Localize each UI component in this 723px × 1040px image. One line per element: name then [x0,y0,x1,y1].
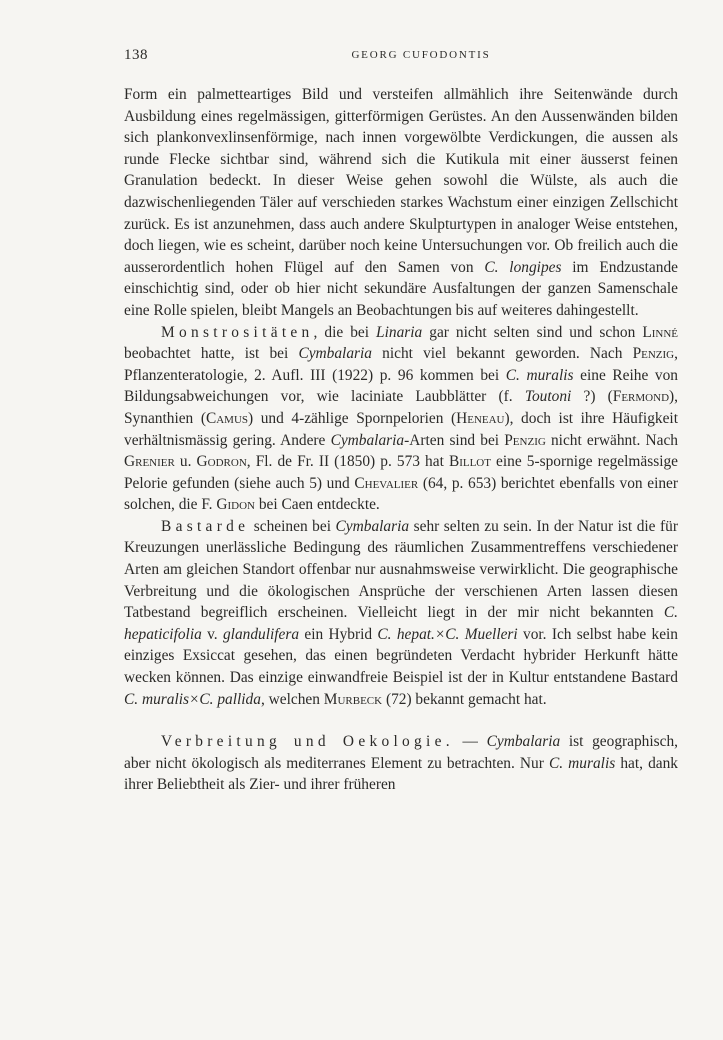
taxon-name: C. longipes [484,258,562,276]
author-name: Camus [205,409,249,427]
paragraph-monstrositaeten: Monstrositäten, die bei Linaria gar nicht selten sind und schon Linné beobachtet hatte, ist bei Cymbalaria nicht viel bekannt geworden. Nach Penzig, Pflanzenteratologie, 2. Aufl. III (1922) p. 96 kommen bei C. muralis eine Reihe von Bildungsabweichungen vor, wie laciniate Laubblätter (f. Toutoni ?) (Fermond), Synanthien (Camus) und 4-zählige Spornpelorien (Heneau), doch ist ihre Häufigkeit verhältnismässig gering. Andere Cymbalaria-Arten sind bei Penzig nicht erwähnt. Nach Grenier u. Godron, Fl. de Fr. II (1850) p. 573 hat Billot eine 5-spornige regelmässige Pelorie gefunden (siehe auch 5) und Chevalier (64, p. 653) berichtet ebenfalls von einer solchen, die F. Gidon bei Caen entdeckte. [124,323,678,514]
author-name: Gidon [216,496,255,514]
paragraph-bastarde: Bastarde scheinen bei Cymbalaria sehr selten zu sein. In der Natur ist die für Kreuzungen unerlässliche Bedingung des räumlichen Zusammentreffens verschiedener Arten am gleichen Standort offenbar nur ausnahmsweise verwirklicht. Die geographische Verbreitung und die ökologischen Ansprüche der verschienen Arten lassen diesen Tatbestand begreiflich erscheinen. Vielleicht liegt in der mir nicht bekannten C. hepaticifolia v. glandulifera ein Hybrid C. hepat.×C. Muelleri vor. Ich selbst habe kein einziges Exsiccat gesehen, das einen begründeten Verdacht hybrider Herkunft hätte wecken können. Das einzige einwandfreie Beispiel ist der in Kultur entstandene Bastard C. muralis×C. pallida, welchen Murbeck (72) bekannt gemacht hat. [124,517,679,708]
page-header [124,47,678,67]
taxon-name: C. muralis [548,754,616,772]
taxon-name: C. hepat.×C. Muelleri [377,625,518,643]
taxon-name: C. muralis [505,366,574,384]
body-text [124,84,678,796]
author-name: Grenier [124,453,175,471]
author-name: Chevalier [354,474,419,492]
author-name: Fermond [612,388,670,406]
author-name: Penzig [632,345,675,363]
taxon-name: C. hepaticifolia [124,604,678,643]
running-head: GEORG CUFODONTIS [351,49,491,61]
author-name: Heneau [456,409,505,427]
section-gap [124,710,678,731]
author-name: Linné [642,323,678,341]
taxon-name: Linaria [376,323,423,341]
section-heading-bastarde: Bastarde [161,517,250,535]
taxon-name: Toutoni [524,388,572,406]
author-name: Godron [196,453,247,471]
section-heading-monstrositaeten: Monstrositäten [161,323,314,341]
paragraph-seed-structure: Form ein palmetteartiges Bild und versteifen allmählich ihre Seitenwände durch Ausbildung eines regelmässigen, gitterförmigen Gerüstes. An den Aussenwänden bilden sich plankonvexlinsenförmige, nach innen vorgewölbte Verdickungen, die aussen als runde Flecke sichtbar sind, während sich die Kutikula mit einer äusserst feinen Granulation bedeckt. In dieser Weise gehen sowohl die Wülste, als auch die dazwischenliegenden Täler auf verschieden starkes Wachstum einer einzigen Zellschicht zurück. Es ist anzunehmen, dass auch andere Skulpturtypen in analoger Weise entstehen, doch liegen, wie es scheint, darüber noch keine Untersuchungen vor. Ob freilich auch die ausserordentlich hohen Flügel auf den Samen von C. longipes im Endzustande einschichtig sind, oder ob hier nicht sekundäre Ausfaltungen der ganzen Samenschale eine Rolle spielen, bleibt Mangels an Beobachtungen bis auf weiteres dahingestellt. [124,86,678,319]
taxon-name: Cymbalaria [298,345,372,363]
page-number: 138 [124,47,148,63]
taxon-name: Cymbalaria [330,431,405,449]
author-name: Murbeck [323,690,383,708]
section-heading-verbreitung: Verbreitung und Oekologie. [161,733,454,751]
taxon-name: C. muralis×C. pallida [124,690,261,708]
taxon-name: glandulifera [222,625,300,643]
taxon-name: Cymbalaria [335,517,410,535]
author-name: Billot [448,453,491,471]
author-name: Penzig [504,431,546,449]
taxon-name: Cymbalaria [486,733,561,751]
paragraph-verbreitung: Verbreitung und Oekologie. — Cymbalaria ist geographisch, aber nicht ökologisch als mediterranes Element zu betrachten. Nur C. muralis hat, dank ihrer Beliebtheit als Zier- und ihrer früheren [124,733,679,794]
